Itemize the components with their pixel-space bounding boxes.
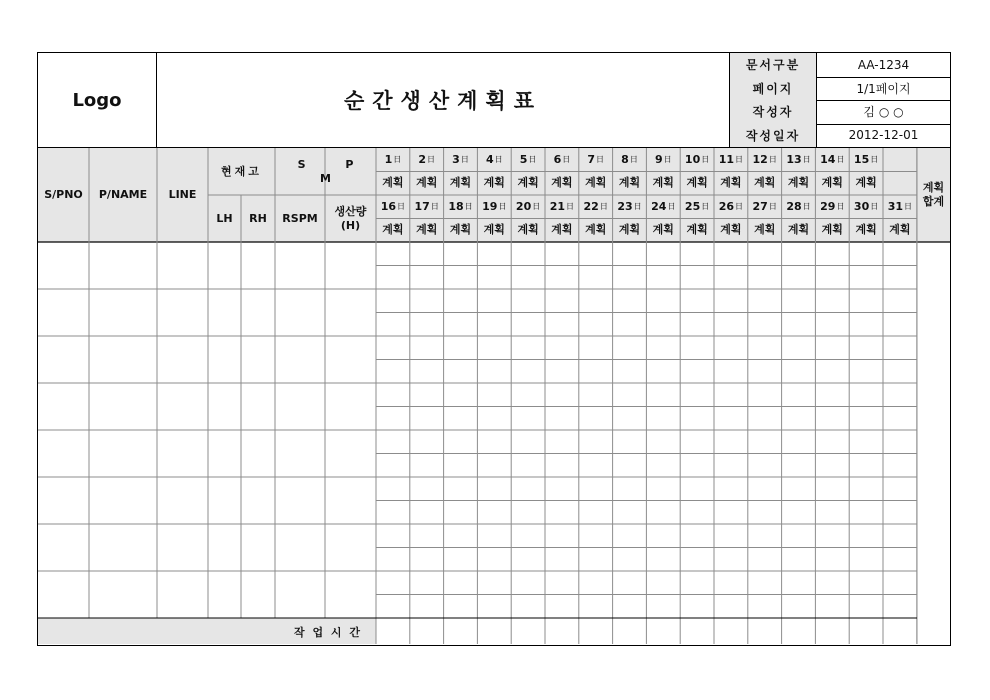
day-header: 25 日 xyxy=(684,199,710,213)
day-header: 29 日 xyxy=(820,199,845,213)
plan-header: 계획 xyxy=(585,176,607,190)
day-header: 14 日 xyxy=(820,152,845,166)
day-header: 20 日 xyxy=(515,199,541,213)
info-label: 작성자 xyxy=(730,100,817,124)
day-header: 8 日 xyxy=(621,152,638,166)
plan-header: 계획 xyxy=(449,176,472,190)
day-header: 2 日 xyxy=(418,152,436,166)
info-label: 페이지 xyxy=(730,77,817,101)
production-plan-table xyxy=(37,148,951,646)
plan-header: 계획 xyxy=(618,176,641,190)
plan-header: 계획 xyxy=(686,223,708,237)
plan-header: 계획 xyxy=(449,223,472,237)
day-header: 9 日 xyxy=(654,152,672,166)
info-label: 작성일자 xyxy=(730,124,817,148)
day-header: 19 日 xyxy=(482,199,507,213)
day-header: 22 日 xyxy=(583,199,608,213)
info-row-doc-type xyxy=(730,53,950,78)
document-info xyxy=(730,53,950,147)
day-header: 7 日 xyxy=(587,152,605,166)
plan-header: 계획 xyxy=(416,223,438,237)
col-header-spno: S/PNO xyxy=(44,188,83,202)
plan-header: 계획 xyxy=(855,223,877,237)
info-label: 문서구분 xyxy=(730,53,817,77)
plan-header: 계획 xyxy=(483,176,505,190)
day-header: 27 日 xyxy=(752,199,777,213)
day-header: 1 日 xyxy=(384,152,402,166)
col-header-line: LINE xyxy=(168,188,197,202)
col-header-lh: LH xyxy=(216,211,233,225)
day-header: 21 日 xyxy=(549,199,575,213)
plan-header: 계획 xyxy=(652,176,674,190)
plan-header: 계획 xyxy=(720,223,742,237)
plan-total-column xyxy=(917,242,950,644)
info-row-date xyxy=(730,124,950,148)
col-header-spm: S P M xyxy=(297,157,372,185)
plan-header: 계획 xyxy=(551,176,573,190)
plan-header: 계획 xyxy=(551,223,573,237)
page-title: 순간생산계획표 xyxy=(157,53,730,147)
plan-header: 계획 xyxy=(821,176,843,190)
plan-header: 계획 xyxy=(517,223,539,237)
plan-header: 계획 xyxy=(889,223,911,237)
day-header: 3 日 xyxy=(452,152,469,166)
col-header-production: 생산량 (H) xyxy=(334,204,367,232)
day-header: 12 日 xyxy=(752,152,777,166)
day-header: 15 日 xyxy=(853,152,879,166)
info-row-page xyxy=(730,77,950,102)
col-header-pname: P/NAME xyxy=(98,188,148,202)
plan-header: 계획 xyxy=(787,223,810,237)
day-header: 17 日 xyxy=(414,199,439,213)
day-header: 13 日 xyxy=(786,152,811,166)
plan-header: 계획 xyxy=(787,176,810,190)
day-header: 30 日 xyxy=(853,199,879,213)
plan-header: 계획 xyxy=(483,223,505,237)
logo: Logo xyxy=(38,53,157,147)
plan-header: 계획 xyxy=(382,176,404,190)
col-header-plan-total: 계획 합계 xyxy=(922,181,945,208)
day-header: 5 日 xyxy=(519,152,537,166)
plan-header: 계획 xyxy=(754,223,776,237)
day-header: 4 日 xyxy=(485,152,503,166)
day-header: 16 日 xyxy=(380,199,406,213)
day-header: 10 日 xyxy=(684,152,710,166)
info-value[interactable]: 2012-12-01 xyxy=(848,128,919,143)
plan-header: 계획 xyxy=(686,176,708,190)
day-header: 6 日 xyxy=(553,152,571,166)
day-header: 31 日 xyxy=(887,199,913,213)
plan-header: 계획 xyxy=(416,176,438,190)
plan-header: 계획 xyxy=(517,176,539,190)
day-header: 26 日 xyxy=(718,199,744,213)
plan-header: 계획 xyxy=(618,223,641,237)
day-header: 28 日 xyxy=(786,199,811,213)
plan-header: 계획 xyxy=(855,176,877,190)
work-time-label: 작 업 시 간 xyxy=(294,626,362,640)
plan-header: 계획 xyxy=(720,176,742,190)
plan-header: 계획 xyxy=(652,223,674,237)
day-header: 11 日 xyxy=(718,152,744,166)
plan-header: 계획 xyxy=(754,176,776,190)
info-value[interactable]: AA-1234 xyxy=(857,57,910,72)
info-value[interactable]: 김 ○ ○ xyxy=(863,105,904,120)
info-row-author xyxy=(730,100,950,125)
day-header: 23 日 xyxy=(617,199,642,213)
form-header xyxy=(37,52,951,148)
plan-header: 계획 xyxy=(821,223,843,237)
day-header: 18 日 xyxy=(448,199,473,213)
col-header-rspm: RSPM xyxy=(282,211,318,225)
col-header-stock: 현재고 xyxy=(221,164,262,178)
col-header-rh: RH xyxy=(249,211,267,225)
info-value[interactable]: 1/1페이지 xyxy=(856,81,911,96)
plan-header: 계획 xyxy=(382,223,404,237)
plan-header: 계획 xyxy=(585,223,607,237)
day-header: 24 日 xyxy=(651,199,676,213)
